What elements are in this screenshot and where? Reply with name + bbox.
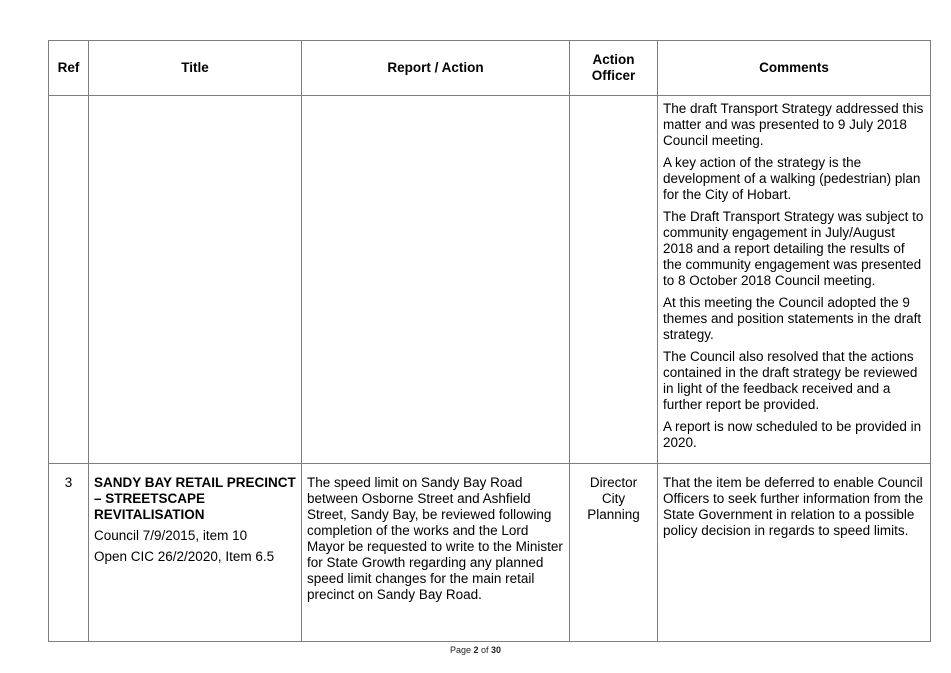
total-pages: 30 [491, 645, 502, 655]
table-header-row [49, 41, 931, 96]
cell-comments [658, 96, 931, 464]
header-report-action: Report / Action [302, 41, 570, 96]
header-comments: Comments [658, 41, 931, 96]
comment-paragraph: At this meeting the Council adopted the 9 themes and position statements in the draft strategy. [663, 295, 922, 342]
meeting-reference: Council 7/9/2015, item 10 [94, 528, 248, 543]
page-footer [0, 645, 951, 656]
cell-report-action: The speed limit on Sandy Bay Road between Osborne Street and Ashfield Street, Sandy Bay, be reviewed following completion of the works and the Lord Mayor be requested to write to the Minister for State Growth regarding any planned speed limit changes for the main retail precinct on Sandy Bay Road. [302, 464, 570, 642]
cell-ref [49, 96, 89, 464]
comment-paragraph: A key action of the strategy is the development of a walking (pedestrian) plan for the City of Hobart. [663, 155, 921, 202]
comment-paragraph: The draft Transport Strategy addressed this matter and was presented to 9 July 2018 Council meeting. [663, 101, 924, 148]
page-number: 2 [473, 645, 479, 655]
cell-action-officer [570, 464, 658, 642]
header-action-officer-line2: Officer [591, 68, 636, 83]
of-label: of [481, 645, 489, 655]
table-row [49, 96, 931, 464]
page-label: Page [449, 645, 471, 655]
header-ref: Ref [49, 41, 89, 96]
meeting-reference: Open CIC 26/2/2020, Item 6.5 [94, 549, 275, 564]
cell-ref: 3 [49, 464, 89, 642]
cell-report-action [302, 96, 570, 464]
header-title: Title [89, 41, 302, 96]
cell-action-officer [570, 96, 658, 464]
comment-paragraph: The Draft Transport Strategy was subject to community engagement in July/August 2018 and a report detailing the results of the community engagement was presented to 8 October 2018 Council meeting. [663, 209, 924, 288]
table-row [49, 464, 931, 642]
action-items-table [48, 40, 931, 642]
comment-paragraph: The Council also resolved that the actions contained in the draft strategy be reviewed in light of the feedback received and a further report be provided. [663, 349, 918, 412]
cell-title [89, 464, 302, 642]
cell-title [89, 96, 302, 464]
officer-line: Planning [587, 507, 640, 522]
item-title: SANDY BAY RETAIL PRECINCT – STREETSCAPE REVITALISATION [94, 475, 296, 522]
officer-line: Director [589, 475, 638, 490]
comment-paragraph: A report is now scheduled to be provided in 2020. [663, 419, 922, 450]
cell-comments: That the item be deferred to enable Council Officers to seek further information from the State Government in relation to a possible policy decision in regards to speed limits. [658, 464, 931, 642]
header-action-officer-line1: Action [592, 52, 635, 67]
officer-line: City [601, 491, 626, 506]
header-action-officer [570, 41, 658, 96]
